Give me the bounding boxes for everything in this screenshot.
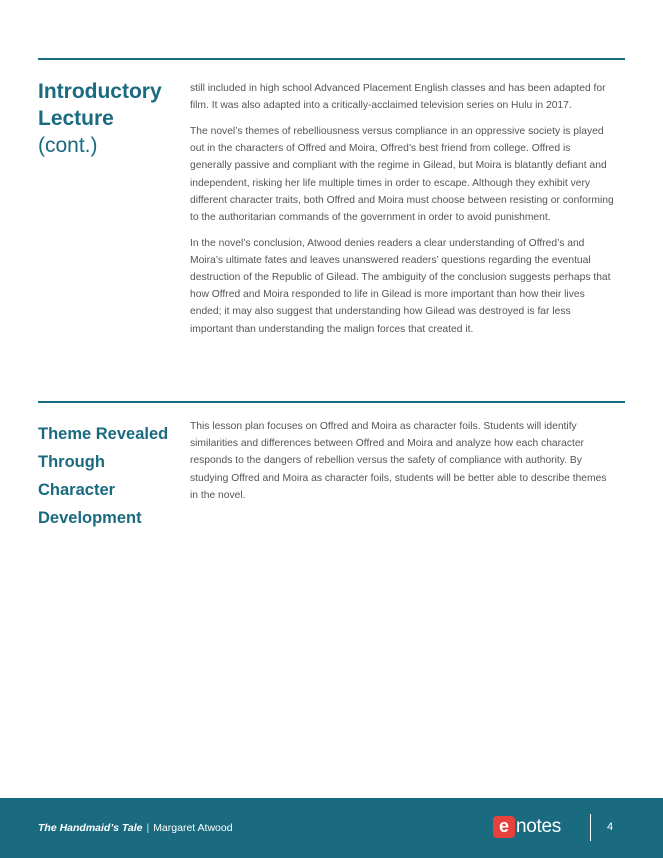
heading-line: (cont.) xyxy=(38,134,98,157)
page-footer xyxy=(0,798,663,858)
logo-wordmark: notes xyxy=(516,816,561,837)
book-title: The Handmaid’s Tale xyxy=(38,822,143,834)
heading-line: Development xyxy=(38,509,142,527)
author-name: Margaret Atwood xyxy=(153,822,233,834)
heading-line: Character xyxy=(38,481,116,499)
section-heading-theme-revealed xyxy=(38,420,183,532)
footer-credit xyxy=(38,822,233,834)
heading-line: Introductory xyxy=(38,80,162,103)
footer-separator: | xyxy=(146,822,150,834)
logo-e-icon: e xyxy=(493,816,515,838)
heading-line: Through xyxy=(38,453,105,471)
paragraph: The novel’s themes of rebelliousness versus compliance in an oppressive society is played out in the characters of Offred and Moira, Offred’s best friend from college. Offred is generally passive and compliant with the regime in Gilead, but Moira is blatantly defiant and independent, risking her life multiple times in order to escape. Although they exhibit very different character traits, both Offred and Moira must choose between resisting or conforming to the authoritarian commands of the government in order to avoid punishment. xyxy=(190,125,614,223)
footer-divider xyxy=(590,814,591,841)
section-heading-introductory-lecture xyxy=(38,78,178,159)
section-divider xyxy=(38,401,625,403)
paragraph: In the novel’s conclusion, Atwood denies readers a clear understanding of Offred’s and Moira’s ultimate fates and leaves unanswered readers’ questions regarding the eventual destruction of the Republic of Gilead. The ambiguity of the conclusion suggests perhaps that how Offred and Moira responded to life in Gilead is more important than how their lives ended; it may also suggest that understanding how Gilead was destroyed is far less important than understanding the malign forces that created it. xyxy=(190,237,611,335)
introductory-lecture-body xyxy=(190,80,615,346)
heading-line: Theme Revealed xyxy=(38,425,169,443)
page-number: 4 xyxy=(607,821,614,833)
heading-line: Lecture xyxy=(38,107,114,130)
enotes-logo xyxy=(493,816,561,838)
paragraph: This lesson plan focuses on Offred and Moira as character foils. Students will identify similarities and differences between Offred and Moira and analyze how each character responds to the dangers of rebellion versus the safety of compliance with authority. By studying Offred and Moira as character foils, students will be better able to describe themes in the novel. xyxy=(190,421,607,501)
theme-revealed-body xyxy=(190,418,615,513)
top-divider xyxy=(38,58,625,60)
paragraph: still included in high school Advanced Placement English classes and has been adapted for film. It was also adapted into a critically-acclaimed television series on Hulu in 2017. xyxy=(190,83,606,112)
